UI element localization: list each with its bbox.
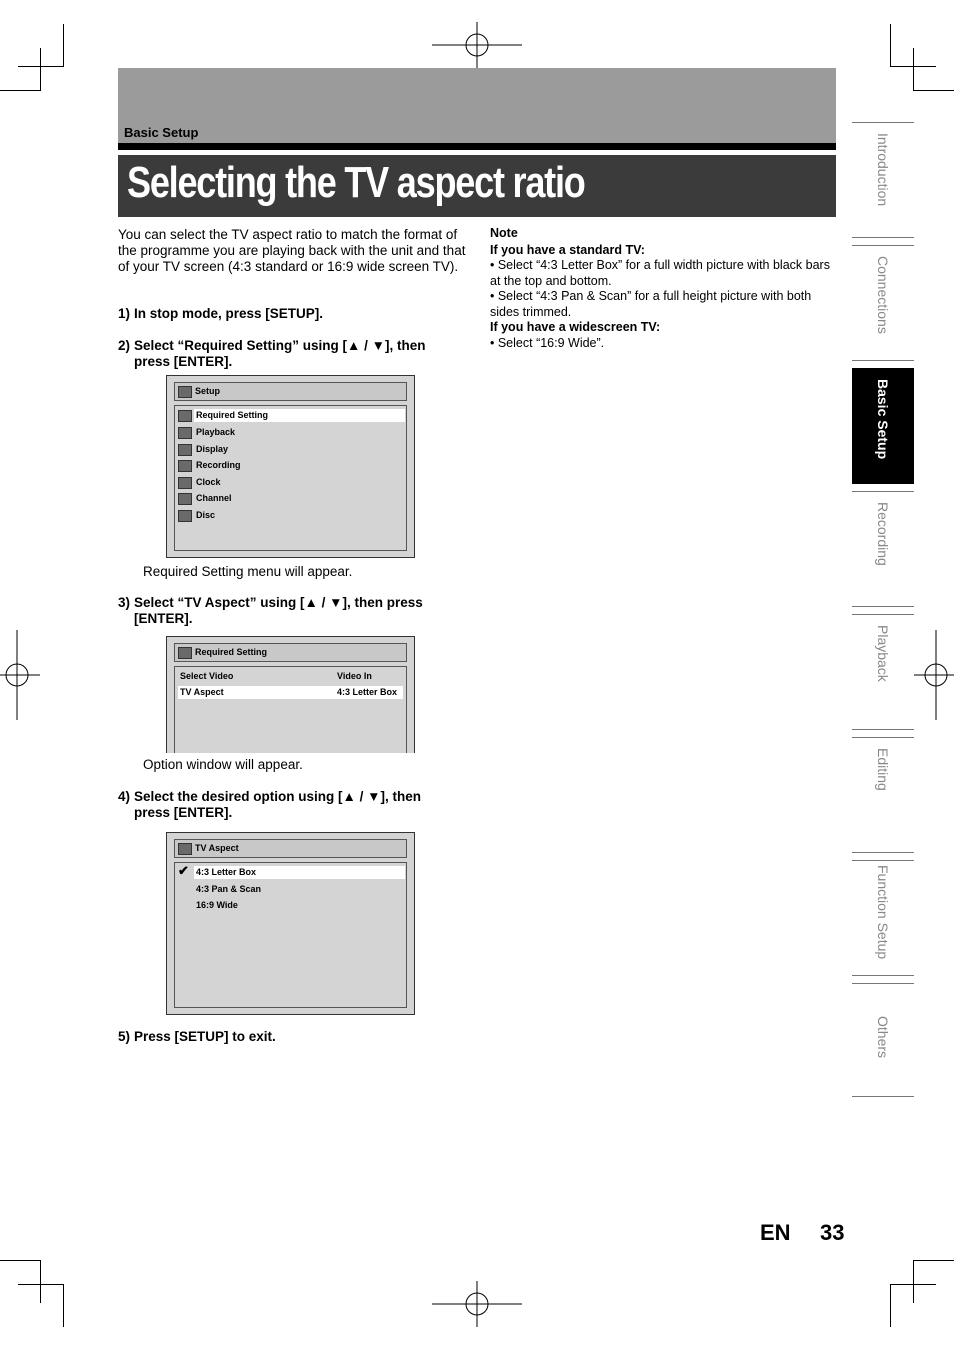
- required-setting-screen: [166, 636, 415, 753]
- setting-row-select-video[interactable]: [178, 670, 403, 683]
- tab-label: Editing: [875, 748, 891, 791]
- checkmark-icon: ✔: [178, 863, 189, 878]
- step-text: Select “TV Aspect” using [▲ / ▼], then press: [134, 595, 423, 610]
- step-number: 5): [118, 1029, 131, 1044]
- menu-header: [174, 382, 407, 401]
- menu-item-playback[interactable]: Playback: [196, 427, 236, 437]
- note-block: [490, 226, 830, 351]
- step-number: 1): [118, 306, 131, 321]
- disc-icon: [178, 510, 192, 522]
- menu-item-recording[interactable]: Recording: [196, 460, 241, 470]
- setting-label: TV Aspect: [180, 687, 224, 697]
- tab-recording[interactable]: [852, 491, 914, 607]
- tab-basic-setup[interactable]: [852, 368, 914, 484]
- screen2-caption: Option window will appear.: [143, 757, 303, 772]
- menu-item-display[interactable]: Display: [196, 444, 229, 454]
- registration-mark-top: [432, 22, 522, 68]
- header-rule: [118, 143, 836, 150]
- wrench-icon: [178, 843, 192, 855]
- step-text: In stop mode, press [SETUP].: [134, 306, 324, 321]
- menu-header: [174, 839, 407, 858]
- screen1-caption: Required Setting menu will appear.: [143, 564, 353, 579]
- step-2: [118, 338, 468, 372]
- note-heading: Note: [490, 226, 518, 240]
- menu-item-clock[interactable]: Clock: [196, 477, 221, 487]
- registration-mark-bottom: [432, 1281, 522, 1327]
- menu-header: [174, 643, 407, 662]
- note-standard-heading: If you have a standard TV:: [490, 242, 645, 257]
- step-text: Press [SETUP] to exit.: [134, 1029, 276, 1044]
- clock-icon: [178, 477, 192, 489]
- tab-label: Basic Setup: [875, 379, 891, 460]
- setting-label: Select Video: [180, 671, 234, 681]
- setup-icon: [178, 386, 192, 398]
- setting-row-tv-aspect[interactable]: [178, 686, 403, 699]
- note-standard-item: • Select “4:3 Pan & Scan” for a full height picture with both sides trimmed.: [490, 289, 812, 319]
- intro-paragraph: You can select the TV aspect ratio to match the format of the programme you are playing back with the unit and that of your TV screen (4:3 standard or 16:9 wide screen TV).: [118, 227, 466, 274]
- header-band: [118, 68, 836, 143]
- tab-function-setup[interactable]: [852, 860, 914, 976]
- note-standard-item: • Select “4:3 Letter Box” for a full width picture with black bars at the top and bottom.: [490, 258, 830, 288]
- wrench-icon: [178, 410, 192, 422]
- note-wide-heading: If you have a widescreen TV:: [490, 320, 661, 334]
- menu-body: [174, 405, 407, 551]
- menu-title: TV Aspect: [195, 843, 239, 853]
- tab-editing[interactable]: [852, 737, 914, 853]
- step-number: 4): [118, 789, 131, 804]
- registration-mark-right: [914, 630, 954, 720]
- step-text: Select the desired option using [▲ / ▼], then: [134, 789, 421, 804]
- tab-label: Connections: [875, 256, 891, 334]
- step-text: Select “Required Setting” using [▲ / ▼], then: [134, 338, 426, 353]
- menu-title: Required Setting: [195, 647, 268, 657]
- menu-item-channel[interactable]: Channel: [196, 493, 232, 503]
- step-5: [118, 1029, 468, 1049]
- step-3: [118, 595, 468, 629]
- menu-item-disc[interactable]: Disc: [196, 510, 216, 520]
- tab-label: Introduction: [875, 133, 891, 207]
- step-text-cont: [ENTER].: [134, 611, 193, 626]
- tab-others[interactable]: [852, 983, 914, 1097]
- tab-playback[interactable]: [852, 614, 914, 730]
- play-icon: [178, 427, 192, 439]
- step-1: [118, 306, 468, 326]
- channel-icon: [178, 493, 192, 505]
- setting-value: Video In: [337, 671, 372, 681]
- menu-title: Setup: [195, 386, 221, 396]
- step-number: 2): [118, 338, 131, 353]
- menu-item-required-setting[interactable]: Required Setting: [194, 409, 405, 422]
- registration-mark-left: [0, 630, 40, 720]
- option-wide[interactable]: 16:9 Wide: [196, 900, 238, 910]
- tab-introduction[interactable]: [852, 122, 914, 238]
- setting-value: 4:3 Letter Box: [337, 687, 398, 697]
- tab-label: Recording: [875, 502, 891, 566]
- menu-body: [174, 862, 407, 1008]
- setup-menu-screen: [166, 375, 415, 558]
- step-number: 3): [118, 595, 131, 610]
- tab-connections[interactable]: [852, 245, 914, 361]
- section-label: Basic Setup: [124, 125, 199, 140]
- step-4: [118, 789, 468, 823]
- note-wide-item: • Select “16:9 Wide”.: [490, 335, 605, 350]
- tab-label: Others: [875, 1016, 891, 1059]
- language-code: EN: [760, 1220, 791, 1245]
- menu-body: [174, 666, 407, 753]
- page-number: 33: [820, 1220, 845, 1245]
- option-letter-box[interactable]: 4:3 Letter Box: [194, 866, 405, 879]
- tab-label: Function Setup: [875, 865, 891, 960]
- display-icon: [178, 444, 192, 456]
- tab-label: Playback: [875, 625, 891, 682]
- recording-icon: [178, 460, 192, 472]
- option-pan-scan[interactable]: 4:3 Pan & Scan: [196, 884, 262, 894]
- page-title: Selecting the TV aspect ratio: [127, 158, 585, 207]
- wrench-icon: [178, 647, 192, 659]
- step-text-cont: press [ENTER].: [134, 805, 233, 820]
- step-text-cont: press [ENTER].: [134, 354, 233, 369]
- tv-aspect-screen: [166, 832, 415, 1015]
